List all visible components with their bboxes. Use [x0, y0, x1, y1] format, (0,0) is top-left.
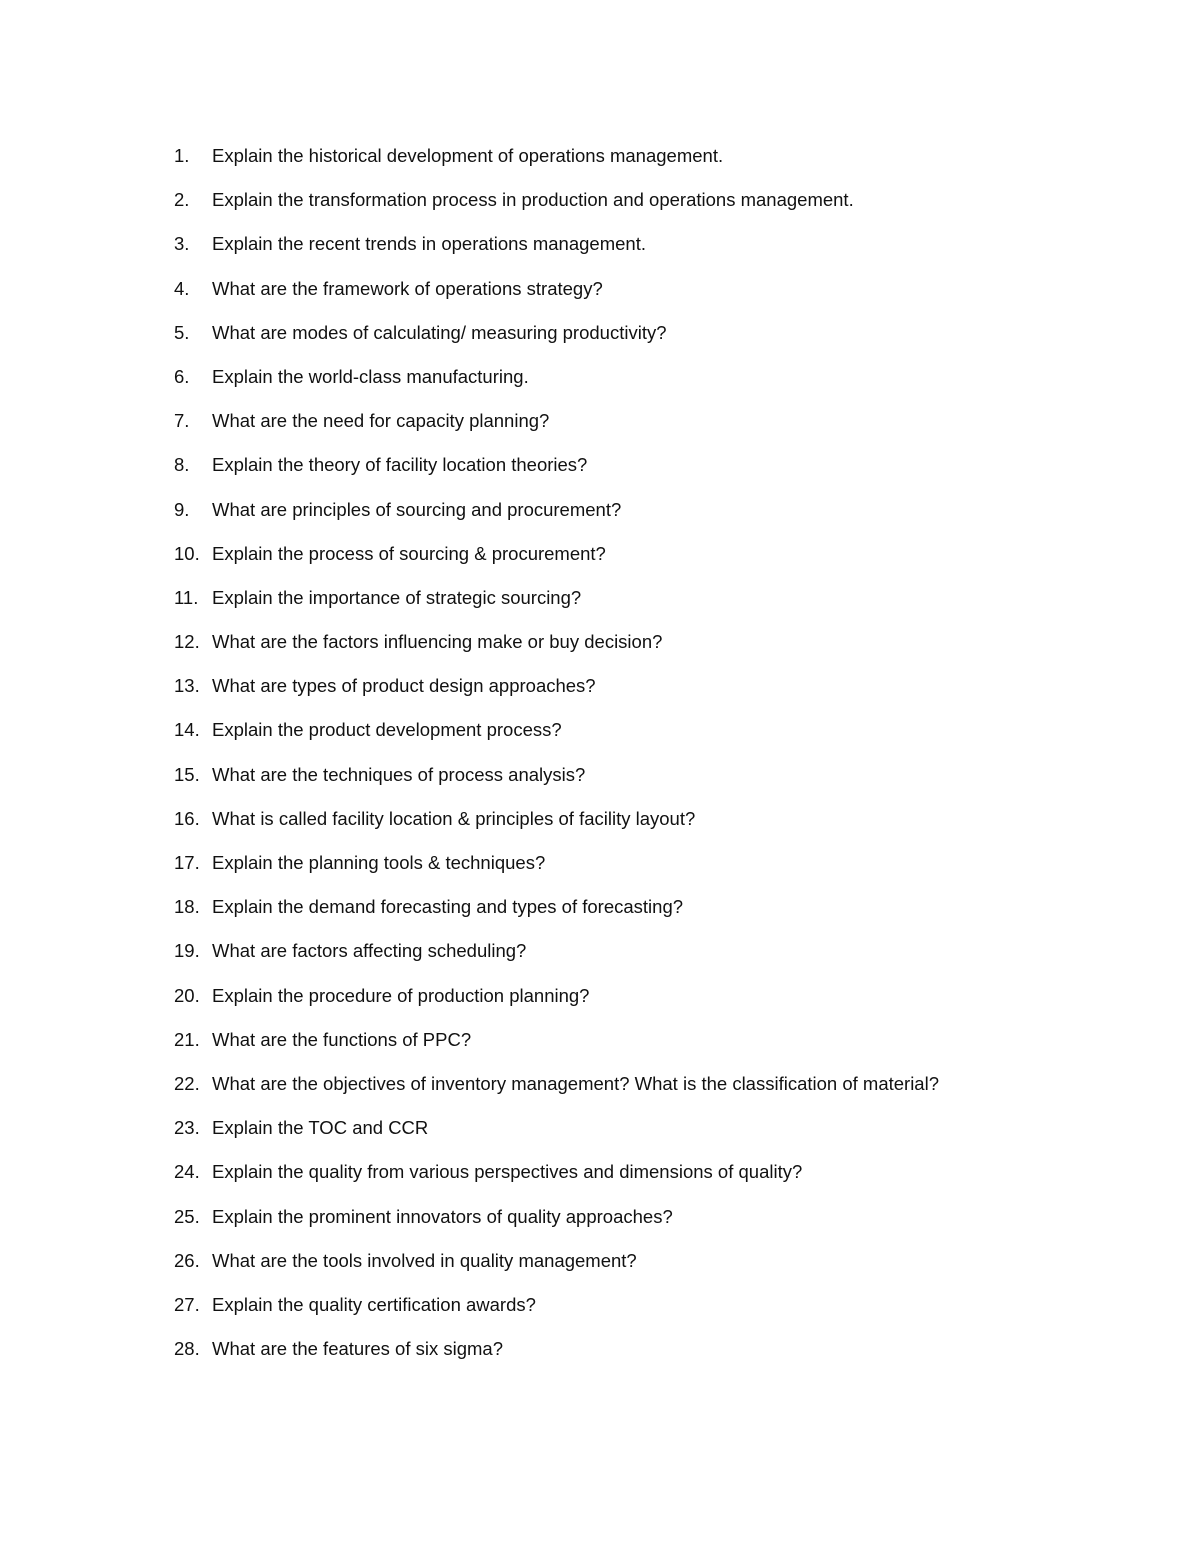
- question-text: Explain the importance of strategic sourcing?: [212, 586, 582, 608]
- question-item: [174, 496, 1134, 540]
- question-item: [174, 805, 1134, 849]
- question-text: Explain the recent trends in operations management.: [212, 233, 646, 255]
- question-number: 22.: [174, 1072, 200, 1094]
- question-item: [174, 1026, 1134, 1070]
- question-number: 11.: [174, 586, 199, 608]
- question-item: [174, 1070, 1134, 1114]
- question-number: 28.: [174, 1338, 200, 1360]
- question-item: [174, 363, 1134, 407]
- question-text: What are the techniques of process analysis?: [212, 763, 586, 785]
- question-item: [174, 319, 1134, 363]
- question-number: 26.: [174, 1249, 200, 1271]
- question-text: What are modes of calculating/ measuring productivity?: [212, 321, 667, 343]
- question-item: [174, 407, 1134, 451]
- question-number: 8.: [174, 454, 190, 476]
- question-number: 5.: [174, 321, 190, 343]
- question-text: What is called facility location & principles of facility layout?: [212, 807, 696, 829]
- question-number: 18.: [174, 896, 200, 918]
- question-number: 23.: [174, 1117, 200, 1139]
- question-item: [174, 230, 1134, 274]
- question-item: [174, 1203, 1134, 1247]
- question-number: 17.: [174, 852, 200, 873]
- question-item: [174, 716, 1134, 760]
- question-text: What are principles of sourcing and procurement?: [212, 498, 622, 520]
- question-number: 7.: [174, 410, 190, 432]
- question-number: 3.: [174, 233, 190, 255]
- question-text: What are the functions of PPC?: [212, 1028, 472, 1050]
- question-item: [174, 1247, 1134, 1291]
- question-text: What are the factors influencing make or buy decision?: [212, 631, 663, 653]
- question-text: Explain the transformation process in production and operations management.: [212, 189, 854, 211]
- question-text: Explain the procedure of production planning?: [212, 984, 590, 1006]
- question-number: 13.: [174, 675, 200, 697]
- question-item: [174, 1158, 1134, 1202]
- question-number: 19.: [174, 940, 200, 962]
- question-text: What are the objectives of inventory management? What is the classification of material?: [212, 1072, 939, 1094]
- question-number: 6.: [174, 365, 190, 387]
- question-item: [174, 142, 1134, 186]
- question-number: 2.: [174, 189, 190, 211]
- question-text: Explain the world-class manufacturing.: [212, 365, 529, 387]
- question-item: [174, 1291, 1134, 1335]
- question-number: 12.: [174, 631, 200, 653]
- question-text: What are types of product design approaches?: [212, 675, 596, 697]
- question-number: 20.: [174, 984, 200, 1006]
- question-item: [174, 540, 1134, 584]
- question-text: What are the features of six sigma?: [212, 1338, 503, 1360]
- question-item: [174, 584, 1134, 628]
- question-text: Explain the quality from various perspectives and dimensions of quality?: [212, 1161, 803, 1183]
- question-item: [174, 982, 1134, 1026]
- question-item: [174, 849, 1134, 893]
- question-text: What are factors affecting scheduling?: [212, 940, 527, 962]
- question-text: Explain the process of sourcing & procurement?: [212, 542, 606, 564]
- question-text: What are the need for capacity planning?: [212, 410, 550, 432]
- question-number: 15.: [174, 763, 200, 785]
- question-item: [174, 761, 1134, 805]
- question-number: 1.: [174, 145, 190, 166]
- question-text: Explain the theory of facility location theories?: [212, 454, 588, 476]
- question-number: 21.: [174, 1028, 200, 1050]
- question-text: Explain the historical development of operations management.: [212, 145, 724, 166]
- question-number: 16.: [174, 807, 200, 829]
- question-text: Explain the prominent innovators of quality approaches?: [212, 1205, 673, 1227]
- question-text: Explain the planning tools & techniques?: [212, 852, 546, 873]
- question-item: [174, 628, 1134, 672]
- question-item: [174, 1335, 1134, 1379]
- question-list: [174, 142, 1134, 1379]
- question-item: [174, 1114, 1134, 1158]
- question-item: [174, 672, 1134, 716]
- question-number: 9.: [174, 498, 190, 520]
- question-item: [174, 893, 1134, 937]
- question-item: [174, 451, 1134, 495]
- question-text: Explain the product development process?: [212, 719, 562, 741]
- question-item: [174, 937, 1134, 981]
- question-number: 25.: [174, 1205, 200, 1227]
- question-number: 24.: [174, 1161, 200, 1183]
- question-text: Explain the demand forecasting and types of forecasting?: [212, 896, 684, 918]
- question-number: 10.: [174, 542, 200, 564]
- question-text: Explain the quality certification awards?: [212, 1293, 536, 1315]
- question-text: What are the framework of operations strategy?: [212, 277, 603, 299]
- question-number: 27.: [174, 1293, 200, 1315]
- question-item: [174, 186, 1134, 230]
- question-number: 4.: [174, 277, 190, 299]
- question-text: What are the tools involved in quality management?: [212, 1249, 637, 1271]
- question-item: [174, 275, 1134, 319]
- question-number: 14.: [174, 719, 200, 741]
- question-text: Explain the TOC and CCR: [212, 1117, 429, 1139]
